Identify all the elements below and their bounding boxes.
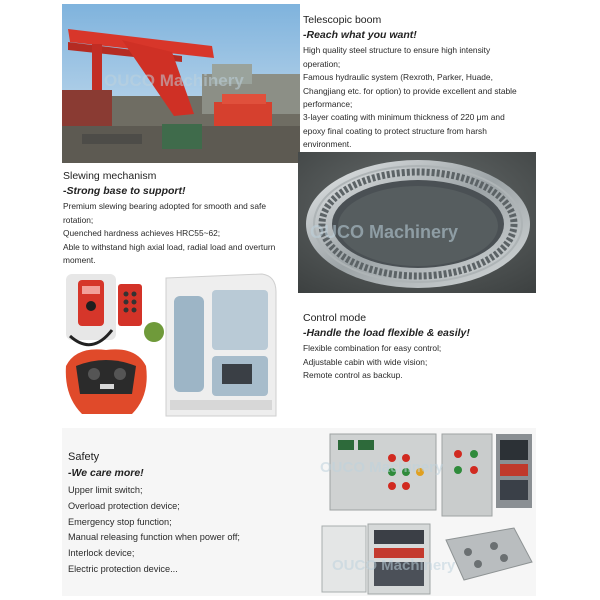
slewing-mechanism-section <box>63 170 295 267</box>
feature-line: Interlock device; <box>68 548 135 559</box>
feature-line: Able to withstand high axial load, radial load and overturn <box>63 241 276 252</box>
feature-line: Overload protection device; <box>68 500 180 511</box>
crane-image <box>62 4 300 163</box>
slewing-bearing-image <box>298 152 536 293</box>
control-mode-slogan: -Handle the load flexible & easily! <box>303 327 470 340</box>
telescopic-boom-title: Telescopic boom <box>303 14 382 26</box>
telescopic-boom-section <box>303 14 535 152</box>
feature-line: Changjiang etc. for option) to provide excellent and stable <box>303 85 517 96</box>
feature-line: Premium slewing bearing adopted for smooth and safe <box>63 201 266 212</box>
feature-line: performance; <box>303 99 353 110</box>
feature-line: Manual releasing function when power off; <box>68 532 240 543</box>
telescopic-boom-photo <box>62 4 300 163</box>
feature-line: Flexible combination for easy control; <box>303 343 442 354</box>
feature-line: 3-layer coating with minimum thickness of 220 μm and <box>303 112 505 123</box>
watermark-text: OUCO Machinery <box>104 71 244 90</box>
telescopic-boom-slogan: -Reach what you want! <box>303 29 417 42</box>
feature-line: moment. <box>63 255 96 266</box>
control-mode-title: Control mode <box>303 312 367 324</box>
slewing-mechanism-slogan: -Strong base to support! <box>63 185 186 198</box>
feature-line: epoxy final coating to protect structure from harsh <box>303 125 487 136</box>
control-mode-section <box>303 312 533 383</box>
slewing-mechanism-title: Slewing mechanism <box>63 170 157 182</box>
feature-line: operation; <box>303 58 341 69</box>
safety-section <box>68 451 308 578</box>
watermark-text: OUCO Machinery <box>332 557 456 574</box>
feature-line: environment. <box>303 139 352 150</box>
feature-line: Quenched hardness achieves HRC55~62; <box>63 228 221 239</box>
slewing-bearing-photo <box>298 152 536 293</box>
feature-line: Remote control as backup. <box>303 370 403 381</box>
electrical-cabinets-image <box>318 430 534 596</box>
watermark-text: OUCO Machinery <box>320 459 444 476</box>
feature-line: High quality steel structure to ensure high intensity <box>303 45 491 56</box>
control-cabin-image <box>62 266 282 424</box>
feature-line: Electric protection device... <box>68 564 178 575</box>
watermark-text: OUCO Machinery <box>310 222 459 242</box>
feature-line: Famous hydraulic system (Rexroth, Parker, Huade, <box>303 72 493 83</box>
feature-line: Emergency stop function; <box>68 516 172 527</box>
feature-line: rotation; <box>63 214 94 225</box>
safety-slogan: -We care more! <box>68 466 144 479</box>
feature-line: Upper limit switch; <box>68 484 143 495</box>
safety-title: Safety <box>68 451 100 463</box>
control-cabin-photo <box>62 266 282 424</box>
electrical-cabinets-photo <box>318 430 534 596</box>
feature-line: Adjustable cabin with wide vision; <box>303 356 428 367</box>
